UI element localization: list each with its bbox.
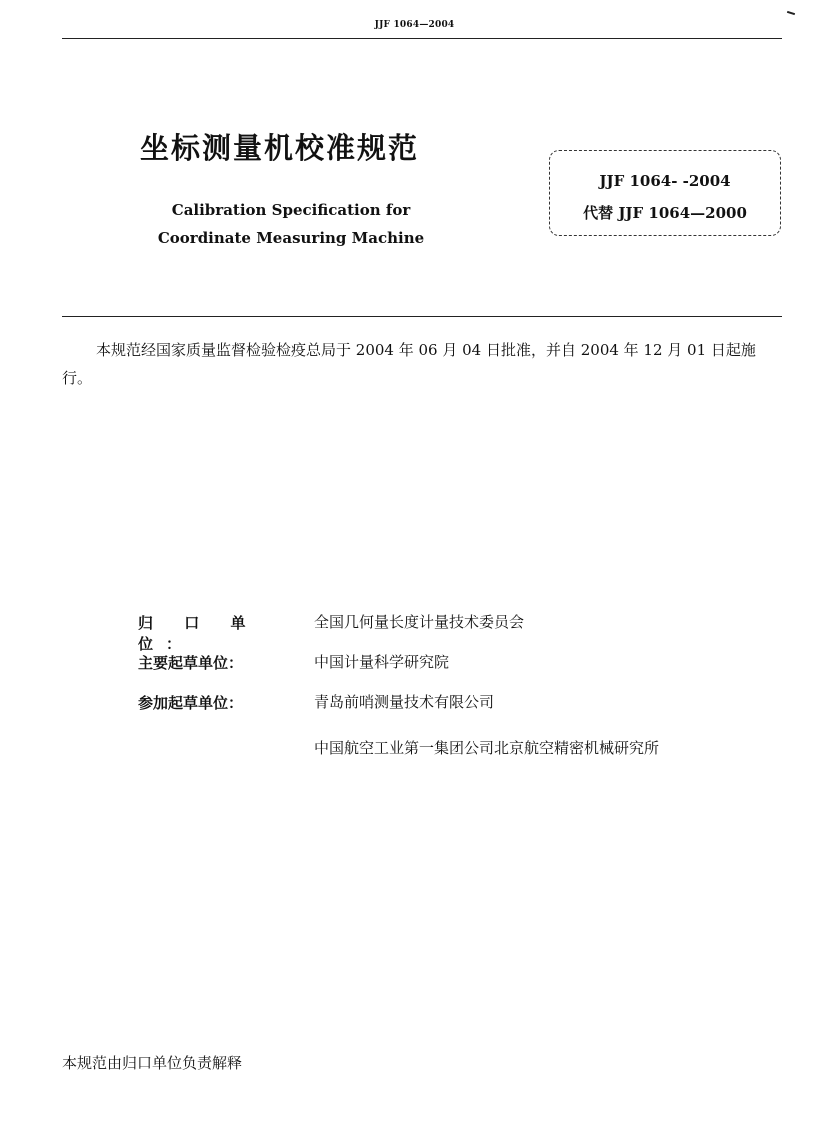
standard-code-box [549, 150, 781, 236]
value-responsible-unit: 全国几何量长度计量技术委员会 [314, 613, 525, 631]
page-title-cn: 坐标测量机校准规范 [140, 131, 420, 165]
footer-note: 本规范由归口单位负责解释 [62, 1054, 243, 1072]
section-rule [62, 316, 782, 317]
approval-statement: 本规范经国家质量监督检验检疫总局于 2004 年 06 月 04 日批准，并自 2004 年 12 月 01 日起施行。 [62, 341, 756, 387]
replaced-standard: 代替 JJF 1064—2000 [583, 204, 747, 222]
page-title-en [140, 196, 442, 252]
corner-mark [787, 11, 795, 15]
value-participating-unit-2: 中国航空工业第一集团公司北京航空精密机械研究所 [314, 739, 660, 757]
label-responsible-unit: 归 口 单 位： [138, 614, 259, 653]
standard-code: JJF 1064- -2004 [599, 172, 731, 190]
header-rule [62, 38, 782, 39]
label-participating-unit: 参加起草单位： [138, 694, 244, 712]
title-en-line-2: Coordinate Measuring Machine [157, 229, 425, 247]
value-participating-unit-1: 青岛前哨测量技术有限公司 [314, 693, 495, 711]
value-main-drafting-unit: 中国计量科学研究院 [314, 653, 450, 671]
header-standard-code: JJF 1064—2004 [374, 20, 455, 30]
label-main-drafting-unit: 主要起草单位： [138, 654, 244, 672]
title-en-line-1: Calibration Specification for [171, 201, 411, 219]
